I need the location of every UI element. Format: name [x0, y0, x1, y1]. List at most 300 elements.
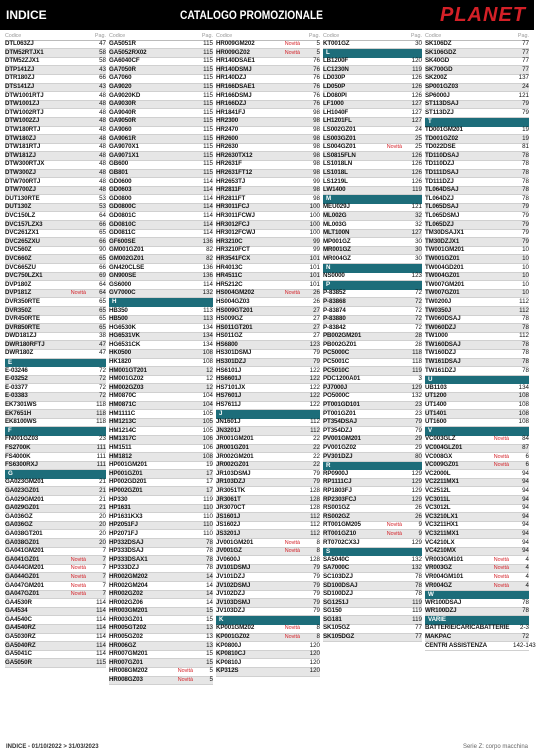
- product-code: LS002GZ01: [323, 126, 356, 134]
- page-number: 101: [309, 280, 320, 288]
- page-number: 106: [202, 435, 213, 443]
- page-number: 110: [203, 521, 213, 529]
- page-number: 48: [99, 160, 106, 168]
- page-number: 128: [309, 555, 320, 563]
- product-code: DVC660Z: [5, 254, 32, 262]
- page-number: 101: [309, 263, 320, 271]
- product-code: JS3201J: [216, 529, 241, 537]
- page-number: 115: [203, 100, 213, 108]
- page-number: 30: [415, 254, 422, 262]
- product-code: E-03252: [5, 375, 28, 383]
- product-code: TW060DSAJ: [425, 315, 461, 323]
- product-code: VC008GX: [425, 452, 453, 460]
- page-number: 15: [206, 607, 213, 615]
- product-code: GM002GZ01: [109, 254, 144, 262]
- product-code: HR3210C: [216, 237, 243, 245]
- product-code: DTP141ZJ: [5, 65, 35, 73]
- page-number: 76: [313, 100, 320, 108]
- product-code: ST113DZJ: [425, 108, 454, 116]
- product-code: KP312S: [216, 667, 239, 675]
- page-number: 26: [313, 289, 320, 297]
- page-number: 99: [313, 237, 320, 245]
- page-number: 137: [518, 74, 529, 82]
- page-number: 79: [313, 581, 320, 589]
- product-code: VC3210LX1: [425, 512, 458, 520]
- page-number: 115: [203, 57, 213, 65]
- page-number: 27: [313, 306, 320, 314]
- page-number: 115: [203, 83, 213, 91]
- novita-badge: Novità: [284, 41, 300, 48]
- page-number: 23: [415, 401, 422, 409]
- page-number: 78: [522, 315, 529, 323]
- product-code: SG181: [323, 615, 342, 623]
- product-code: PJ7000J: [323, 383, 348, 391]
- product-code: DVC261ZX1: [5, 229, 39, 237]
- product-code: DVP181Z: [5, 289, 32, 297]
- product-code: HM001GT201: [109, 366, 147, 374]
- page-number: 76: [313, 83, 320, 91]
- product-code: FN001GZ03: [5, 435, 39, 443]
- product-code: GA6040CF: [109, 57, 140, 65]
- product-code: TW004GZ01: [425, 272, 460, 280]
- page-number: 79: [522, 229, 529, 237]
- page-number: 10: [522, 272, 529, 280]
- page-number: 98: [313, 194, 320, 202]
- product-code: DTW300ZJ: [5, 169, 36, 176]
- product-code: HP1631KX3: [109, 512, 143, 520]
- section-label: T: [428, 117, 432, 125]
- product-code: SD100DZJ: [323, 590, 353, 598]
- page-number: 20: [99, 529, 106, 537]
- page-number: 110: [203, 529, 213, 537]
- page-number: 98: [313, 160, 320, 168]
- page-number: 122: [309, 366, 320, 374]
- page-number: 94: [522, 512, 529, 520]
- page-number: 78: [415, 581, 422, 589]
- page-number: 104: [202, 401, 213, 409]
- page-number: 78: [206, 555, 213, 563]
- product-code: JR3051TK: [216, 486, 246, 494]
- page-number: 79: [313, 349, 320, 357]
- product-code: DTW700RTJ: [5, 177, 41, 185]
- codice-header: Codice: [323, 32, 340, 39]
- product-code: PB002GZ01: [323, 340, 357, 348]
- page-number: 115: [203, 74, 213, 82]
- page-number: 120: [309, 658, 320, 666]
- product-code: PC5000C: [323, 349, 350, 357]
- section-label: J: [219, 410, 223, 418]
- product-code: RS001GZ: [323, 504, 350, 512]
- novita-badge: Novità: [284, 548, 300, 555]
- product-code: HR140DSAE1: [216, 57, 255, 65]
- page-number: 122: [309, 401, 320, 409]
- product-code: DVP180Z: [5, 280, 32, 288]
- product-code: MR004GZ: [323, 254, 351, 262]
- page-number: 79: [313, 469, 320, 477]
- page-number: 100: [309, 203, 320, 211]
- page-number: 13: [206, 641, 213, 649]
- page-number: 47: [99, 40, 106, 48]
- product-code: HG6531VK: [109, 332, 140, 340]
- page-number: 77: [415, 633, 422, 641]
- page-number: 98: [313, 151, 320, 159]
- product-code: GA044GM201: [5, 564, 44, 572]
- page-number: 79: [313, 564, 320, 572]
- index-column: [5, 32, 106, 668]
- section-label: S: [326, 547, 331, 555]
- page-number: 112: [310, 426, 320, 434]
- product-code: HR3210FCT: [216, 246, 250, 254]
- product-code: LS1018L: [323, 169, 348, 176]
- page-number: 5: [316, 48, 320, 56]
- novita-badge: Novità: [284, 625, 300, 632]
- product-code: GA9020: [109, 83, 132, 91]
- page-number: 122: [309, 392, 320, 400]
- product-code: GA047GM201: [5, 581, 44, 589]
- novita-badge: Novità: [177, 668, 193, 675]
- product-code: HS004GM202: [216, 289, 255, 297]
- page-number: 72: [415, 297, 422, 305]
- page-number: 142-143: [513, 641, 536, 649]
- product-code: GA4534: [5, 607, 28, 615]
- page-number: 120: [309, 650, 320, 658]
- product-code: SP6000J: [425, 91, 450, 99]
- page-number: 12: [206, 366, 213, 374]
- novita-badge: Novità: [386, 144, 402, 151]
- product-code: GD0811C: [109, 229, 136, 237]
- product-code: JR002GZ01: [216, 461, 249, 469]
- page-number: 48: [99, 143, 106, 151]
- page-number: 4: [525, 572, 529, 580]
- page-number: 94: [522, 529, 529, 537]
- page-number: 119: [412, 366, 422, 374]
- section-label: L: [326, 49, 330, 57]
- page-number: 114: [203, 186, 213, 194]
- product-code: GA047GZ01: [5, 590, 40, 598]
- product-code: DUT130RTE: [5, 194, 40, 202]
- product-code: HR2600: [216, 134, 239, 142]
- product-code: GA9050R: [109, 117, 136, 125]
- product-code: ML002G: [323, 211, 347, 219]
- page-number: 132: [202, 289, 213, 297]
- page-number: 78: [522, 160, 529, 168]
- product-code: GN420CLSE: [109, 263, 145, 271]
- index-row: [323, 41, 422, 50]
- page-number: 114: [203, 194, 213, 202]
- product-code: HR002GZ06: [109, 598, 143, 606]
- index-row: [323, 273, 422, 282]
- product-code: LS004GZ01: [323, 143, 356, 151]
- page-number: 7: [102, 572, 106, 580]
- page-number: 129: [411, 478, 422, 486]
- page-number: 132: [411, 555, 422, 563]
- page-number: 78: [522, 340, 529, 348]
- page-number: 58: [99, 57, 106, 65]
- product-code: HS004GZ03: [216, 297, 250, 305]
- product-code: SD100DSAJ: [323, 581, 358, 589]
- product-code: DTW180ZJ: [5, 134, 36, 142]
- page-number: 126: [411, 151, 422, 159]
- page-number: 115: [203, 134, 213, 142]
- page-number: 106: [202, 444, 213, 451]
- novita-badge: Novità: [493, 582, 509, 589]
- page-number: 94: [522, 486, 529, 494]
- page-number: 114: [96, 598, 106, 606]
- product-code: DTW1001ZJ: [5, 100, 40, 108]
- page-number: 10: [522, 246, 529, 254]
- product-code: HS6800: [216, 340, 238, 348]
- page-number: 15: [206, 650, 213, 658]
- page-number: 114: [96, 650, 106, 658]
- page-number: 14: [206, 572, 213, 580]
- page-number: 78: [522, 177, 529, 185]
- product-code: HR140DZJ: [216, 74, 247, 82]
- page-number: 79: [313, 607, 320, 615]
- page-number: 23: [415, 409, 422, 417]
- page-number: 65: [99, 254, 106, 262]
- product-code: RT001GZ10: [323, 529, 357, 537]
- product-code: GA023GZ01: [5, 486, 40, 494]
- page-number: 64: [99, 211, 106, 219]
- product-code: PV001GZ02: [323, 444, 357, 451]
- page-number: 114: [203, 220, 213, 228]
- page-number: 12: [206, 383, 213, 391]
- page-number: 111: [96, 461, 106, 469]
- product-code: UT1400: [425, 401, 447, 409]
- page-number: 126: [411, 160, 422, 168]
- page-number: 104: [202, 392, 213, 400]
- product-code: HP2051FJ: [109, 521, 138, 529]
- page-number: 99: [313, 177, 320, 185]
- section-label: M: [326, 195, 332, 203]
- product-code: GA9071X1: [109, 151, 139, 159]
- brand-logo: PLANET: [440, 4, 526, 26]
- page-number: 82: [206, 254, 213, 262]
- product-code: VC4210LX: [425, 538, 455, 546]
- product-code: VC2000L: [425, 469, 451, 477]
- page-number: 19: [522, 134, 529, 142]
- novita-badge: Novità: [284, 290, 300, 297]
- product-code: UB1103: [425, 383, 447, 391]
- section-label: VARIE: [428, 616, 446, 624]
- page-number: 72: [99, 383, 106, 391]
- page-number: 32: [415, 220, 422, 228]
- product-code: DTW700ZJ: [5, 186, 36, 194]
- page-number: 115: [203, 65, 213, 73]
- page-number: 128: [309, 486, 320, 494]
- codice-header: Codice: [5, 32, 22, 39]
- product-code: EK7651H: [5, 409, 32, 417]
- page-number: 98: [313, 134, 320, 142]
- product-code: HR4013C: [216, 263, 243, 271]
- novita-badge: Novità: [70, 290, 86, 297]
- footer-note: Serie Z: corpo macchina: [462, 744, 528, 750]
- page-number: 66: [99, 237, 106, 245]
- product-code: KT001GZ: [323, 40, 350, 48]
- product-code: HM002GZ03: [109, 383, 144, 391]
- page-number: 108: [202, 349, 213, 357]
- product-code: JV102DZJ: [216, 590, 245, 598]
- product-code: E-03246: [5, 366, 28, 374]
- page-number: 78: [522, 349, 529, 357]
- page-number: 129: [411, 469, 422, 477]
- product-code: GA038GT201: [5, 529, 43, 537]
- catalog-title: CATALOGO PROMOZIONALE: [180, 8, 323, 22]
- product-code: VC3211HX1: [425, 521, 459, 529]
- product-code: P-83880: [323, 315, 346, 323]
- product-code: GV7000C: [109, 289, 136, 297]
- page-number: 77: [415, 624, 422, 632]
- page-number: 129: [411, 538, 422, 546]
- page-number: 21: [99, 486, 106, 494]
- product-code: LS003GZ01: [323, 134, 356, 142]
- product-code: GA9060: [109, 126, 132, 134]
- product-code: JV101DZJ: [216, 572, 245, 580]
- page-number: 65: [99, 229, 106, 237]
- index-row: [216, 668, 320, 677]
- product-code: GD0801C: [109, 211, 136, 219]
- page-number: 9: [418, 529, 422, 537]
- product-code: DVR850RTE: [5, 323, 40, 331]
- product-code: GA036GZ: [5, 512, 33, 520]
- page-number: 25: [415, 134, 422, 142]
- page-number: 21: [99, 504, 106, 512]
- product-code: GA5030RZ: [5, 633, 36, 641]
- page-number: 79: [313, 358, 320, 366]
- product-code: HP333DSAX1: [109, 555, 148, 563]
- index-row: [109, 677, 213, 686]
- page-footer: [0, 742, 534, 755]
- page-number: 65: [99, 323, 106, 331]
- page-number: 66: [99, 220, 106, 228]
- product-code: HK0500: [109, 349, 132, 357]
- page-number: 6: [525, 461, 529, 469]
- page-number: 111: [96, 452, 106, 460]
- page-number: 26: [415, 512, 422, 520]
- page-number: 27: [313, 332, 320, 340]
- page-number: 5: [316, 40, 320, 48]
- product-code: PV001GM201: [323, 435, 361, 443]
- page-number: 136: [202, 237, 213, 245]
- product-code: RP1111CJ: [323, 478, 352, 486]
- product-code: SK40GD: [425, 57, 450, 65]
- product-code: HM1812: [109, 452, 132, 460]
- section-label: U: [428, 375, 433, 383]
- product-code: DTW180RTJ: [5, 126, 41, 134]
- page-number: 119: [412, 598, 422, 606]
- product-code: SK106GDZ: [425, 48, 457, 56]
- codice-header: Codice: [109, 32, 126, 39]
- page-number: 118: [412, 349, 422, 357]
- product-code: HR2630TX12: [216, 151, 253, 159]
- product-code: VC003GLZ: [425, 435, 456, 443]
- product-code: RP0900J: [323, 469, 349, 477]
- page-number: 48: [99, 117, 106, 125]
- product-code: VR003GM101: [425, 555, 464, 563]
- page-number: 58: [99, 48, 106, 56]
- index-row: [323, 634, 422, 643]
- page-number: 126: [411, 169, 422, 176]
- product-code: JR001GM201: [216, 435, 254, 443]
- page-number: 64: [99, 289, 106, 297]
- product-code: JV101DSMJ: [216, 564, 251, 572]
- page-number: 114: [96, 624, 106, 632]
- page-number: 78: [522, 194, 529, 202]
- product-code: HS7611J: [216, 401, 241, 409]
- product-code: HG6530K: [109, 323, 136, 331]
- page-number: 79: [313, 590, 320, 598]
- page-number: 66: [99, 74, 106, 82]
- product-code: GA9061R: [109, 134, 136, 142]
- page-number: 114: [96, 607, 106, 615]
- page-number: 114: [203, 229, 213, 237]
- index-label: INDICE: [6, 8, 47, 22]
- page-number: 43: [99, 65, 106, 73]
- product-code: DTW1001RTJ: [5, 91, 44, 99]
- page-number: 66: [99, 263, 106, 271]
- page-number: 134: [202, 332, 213, 340]
- page-number: 27: [313, 315, 320, 323]
- product-code: TW160DZJ: [425, 349, 456, 357]
- product-code: VC3011L: [425, 495, 451, 503]
- product-code: JR3061T: [216, 495, 241, 503]
- page-number: 48: [99, 169, 106, 176]
- product-code: UT1600: [425, 418, 447, 426]
- product-code: HM1111C: [109, 409, 136, 417]
- product-code: HR007GM201: [109, 650, 148, 658]
- page-number: 112: [519, 332, 529, 340]
- index-row: [109, 290, 213, 299]
- product-code: TW001GM201: [425, 246, 465, 254]
- product-code: MAKPAC: [425, 633, 452, 641]
- product-code: HR008GM202: [109, 667, 148, 675]
- product-code: HP332DSAJ: [109, 538, 144, 546]
- page-number: 98: [313, 108, 320, 116]
- product-code: HR3012FCWJ: [216, 229, 256, 237]
- product-code: HR5212C: [216, 280, 243, 288]
- product-code: VR003GZ: [425, 564, 452, 572]
- index-row: [323, 539, 422, 548]
- product-code: TW1000: [425, 332, 448, 340]
- page-number: 115: [203, 117, 213, 125]
- page-number: 98: [313, 126, 320, 134]
- page-number: 65: [99, 315, 106, 323]
- product-code: HB500: [109, 315, 128, 323]
- page-number: 129: [411, 486, 422, 494]
- page-number: 79: [522, 203, 529, 211]
- novita-badge: Novità: [70, 582, 86, 589]
- page-number: 14: [206, 598, 213, 606]
- page-number: 17: [206, 478, 213, 486]
- product-code: TL065DZJ: [425, 220, 454, 228]
- page-number: 76: [313, 91, 320, 99]
- product-code: JR001GZ01: [216, 444, 249, 451]
- product-code: HR2653TJ: [216, 177, 246, 185]
- page-number: 100: [309, 220, 320, 228]
- product-code: FS4000K: [5, 452, 31, 460]
- product-code: TW001GZ01: [425, 254, 460, 262]
- product-code: HS011GT201: [216, 323, 253, 331]
- product-code: CENTRI ASSISTENZA: [425, 641, 488, 649]
- page-number: 115: [203, 40, 213, 48]
- product-code: VC2211MX1: [425, 478, 459, 486]
- product-code: JR103DZJ: [216, 478, 246, 486]
- page-number: 20: [99, 512, 106, 520]
- product-code: SK106DZ: [425, 40, 452, 48]
- page-number: 19: [522, 126, 529, 134]
- product-code: KP001GM202: [216, 624, 255, 632]
- page-number: 126: [411, 91, 422, 99]
